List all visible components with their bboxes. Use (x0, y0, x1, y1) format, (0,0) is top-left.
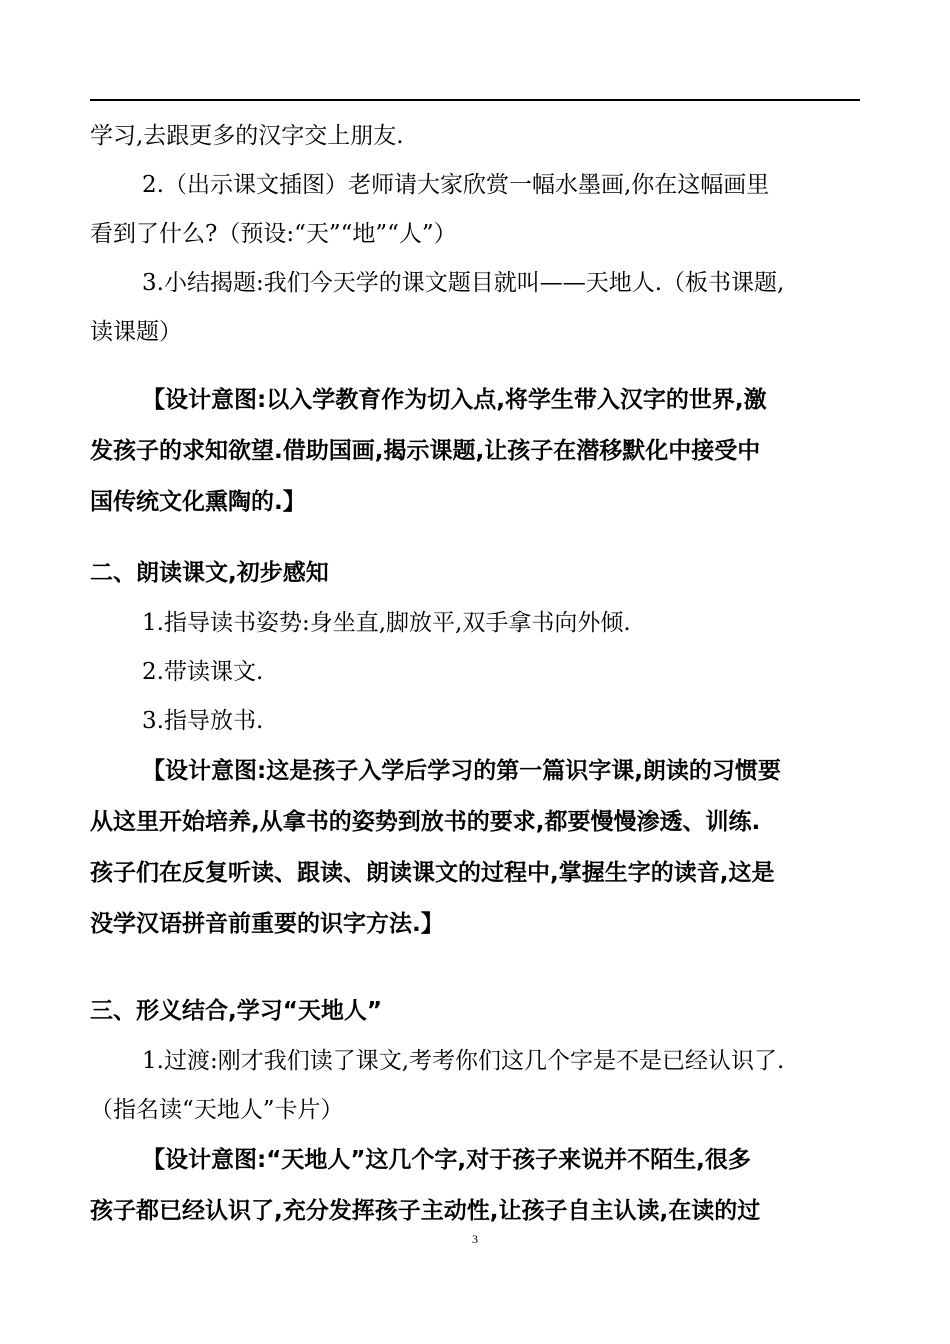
section-3-item-1-line1: 1.过渡:刚才我们读了课文,考考你们这几个字是不是已经认识了. (142, 1048, 785, 1074)
section-3-heading: 三、形义结合,学习“天地人” (90, 998, 382, 1024)
section-2-heading: 二、朗读课文,初步感知 (90, 560, 329, 586)
step3-line2: 读课题） (90, 319, 182, 345)
design-note-2-line4: 没学汉语拼音前重要的识字方法.】 (90, 911, 444, 937)
step2-line2: 看到了什么?（预设:“天”“地”“人”） (90, 221, 457, 247)
design-note-3-line1: 【设计意图:“天地人”这几个字,对于孩子来说并不陌生,很多 (142, 1147, 751, 1173)
intro-line: 学习,去跟更多的汉字交上朋友. (90, 123, 404, 149)
step3-line1: 3.小结揭题:我们今天学的课文题目就叫——天地人.（板书课题, (142, 270, 785, 296)
design-note-1-line2: 发孩子的求知欲望.借助国画,揭示课题,让孩子在潜移默化中接受中 (90, 438, 761, 464)
document-body (90, 112, 860, 1237)
section-2-item-2: 2.带读课文. (142, 659, 264, 685)
design-note-2-line1: 【设计意图:这是孩子入学后学习的第一篇识字课,朗读的习惯要 (142, 758, 781, 784)
step2-line1: 2.（出示课文插图）老师请大家欣赏一幅水墨画,你在这幅画里 (142, 172, 770, 198)
design-note-1-line1: 【设计意图:以入学教育作为切入点,将学生带入汉字的世界,激 (142, 387, 767, 413)
section-3-item-1-line2: （指名读“天地人”卡片） (90, 1097, 344, 1123)
design-note-2-line2: 从这里开始培养,从拿书的姿势到放书的要求,都要慢慢渗透、训练. (90, 809, 761, 835)
design-note-3-line2: 孩子都已经认识了,充分发挥孩子主动性,让孩子自主认读,在读的过 (90, 1198, 761, 1224)
section-2-item-3: 3.指导放书. (142, 708, 264, 734)
design-note-1-line3: 国传统文化熏陶的.】 (90, 489, 306, 515)
section-2-item-1: 1.指导读书姿势:身坐直,脚放平,双手拿书向外倾. (142, 610, 631, 636)
design-note-2-line3: 孩子们在反复听读、跟读、朗读课文的过程中,掌握生字的读音,这是 (90, 860, 775, 886)
page-number: 3 (472, 1232, 478, 1246)
header-rule (90, 99, 860, 101)
